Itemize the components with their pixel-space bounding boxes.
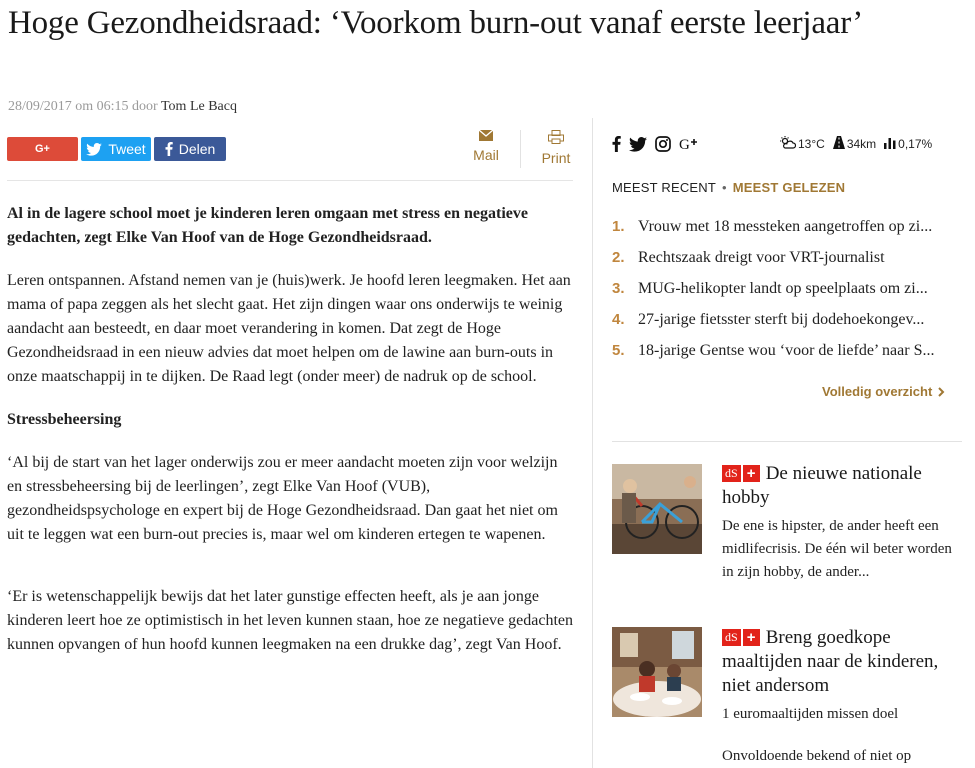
plus-icon: + xyxy=(743,629,760,646)
google-plus-icon[interactable] xyxy=(679,136,697,152)
ds-logo: dS xyxy=(722,465,741,482)
card-description: De ene is hipster, de ander heeft een midlifecrisis. De één wil beter worden in zijn hobby, de ander... xyxy=(722,518,952,580)
card-title-wrap xyxy=(722,462,962,510)
instagram-icon[interactable] xyxy=(655,136,671,152)
twitter-icon xyxy=(86,143,102,156)
divider xyxy=(7,180,573,181)
svg-text:G: G xyxy=(679,137,690,152)
social-bar xyxy=(612,132,962,156)
list-item-title: MUG-helikopter landt op speelplaats om zi... xyxy=(638,279,928,297)
full-overview-label: Volledig overzicht xyxy=(822,384,933,399)
print-button[interactable] xyxy=(531,130,581,166)
tab-most-recent[interactable]: MEEST RECENT xyxy=(612,180,717,195)
twitter-icon[interactable] xyxy=(629,137,647,152)
list-item[interactable] xyxy=(612,242,960,273)
weather-temp: 13°C xyxy=(798,137,825,151)
rank-number: 3. xyxy=(612,280,625,297)
rank-number: 5. xyxy=(612,342,625,359)
rank-number: 1. xyxy=(612,218,625,235)
card-title: Breng goedkope maaltijden naar de kinderen, niet andersom xyxy=(722,627,939,696)
list-item[interactable] xyxy=(612,304,960,335)
article-date: 28/09/2017 om 06:15 door xyxy=(8,99,158,114)
bar-chart-icon xyxy=(884,136,896,152)
facebook-share-button[interactable] xyxy=(154,137,226,161)
ds-plus-badge xyxy=(722,629,760,646)
column-divider xyxy=(592,118,593,768)
article-author[interactable]: Tom Le Bacq xyxy=(160,99,237,114)
mail-button[interactable] xyxy=(461,130,511,163)
envelope-icon xyxy=(461,130,511,141)
most-tabs xyxy=(612,180,962,195)
article-thumbnail[interactable] xyxy=(612,464,702,554)
traffic-km: 34km xyxy=(846,137,877,151)
plus-icon: + xyxy=(743,465,760,482)
tweet-button[interactable] xyxy=(81,137,151,161)
traffic-widget[interactable] xyxy=(833,136,876,152)
share-divider xyxy=(520,130,521,168)
print-label: Print xyxy=(541,150,571,166)
most-read-list xyxy=(612,211,960,366)
weather-widget[interactable] xyxy=(780,136,825,152)
info-strip xyxy=(780,136,938,152)
divider xyxy=(612,441,962,442)
ds-logo: dS xyxy=(722,629,741,646)
stock-value: 0,17% xyxy=(898,137,933,151)
article-byline xyxy=(8,99,237,115)
article-paragraph: ‘Er is wetenschappelijk bewijs dat het later gunstige effecten heeft, als je aan jonge kinderen leert hoe ze optimistisch in het leven kunnen staan, hoe ze negatieve gedachten kunnen opvangen of hun hoofd kunnen leegmaken na een drukke dag’, zegt Van Hoof. xyxy=(7,588,573,653)
stock-widget[interactable] xyxy=(884,136,932,152)
facebook-icon[interactable] xyxy=(612,136,621,152)
article-title: Hoge Gezondheidsraad: ‘Voorkom burn-out vanaf eerste leerjaar’ xyxy=(8,5,864,41)
list-item[interactable] xyxy=(612,335,960,366)
rank-number: 4. xyxy=(612,311,625,328)
promo-card[interactable] xyxy=(722,626,962,768)
article-body xyxy=(7,202,573,676)
tweet-label: Tweet xyxy=(108,141,146,157)
card-title: De nieuwe nationale hobby xyxy=(722,463,922,508)
list-item-title: Vrouw met 18 messteken aangetroffen op zi... xyxy=(638,217,933,235)
list-item-title: 18-jarige Gentse wou ‘voor de liefde’ naar S... xyxy=(638,341,935,359)
full-overview-link[interactable] xyxy=(822,384,945,399)
gplus-share-button[interactable] xyxy=(7,137,78,161)
article-paragraph: Leren ontspannen. Afstand nemen van je (huis)werk. Je hoofd leren leegmaken. Het aan mama of papa zeggen als het slecht gaat. Het zijn dingen waar ons onderwijs te weinig aandacht aan besteedt, en daar moet verandering in komen. Dat zegt de Hoge Gezondheidsraad in een nieuw advies dat moet helpen om de lawine aan burn-outs in onze maatschappij in te dijken. De Raad legt (onder meer) de nadruk op de school. xyxy=(7,272,571,385)
list-item[interactable] xyxy=(612,273,960,304)
article-paragraph: ‘Al bij de start van het lager onderwijs zou er meer aandacht moeten zijn voor welzijn en stressbeheersing bij de leerlingen’, zegt Elke Van Hoof (VUB), gezondheidspsychologe en expert bij de Hoge Gezondheidsraad. Dan gaat het niet om uit te leggen wat een burn-out precies is, maar wel om kinderen ertegen te wapenen. xyxy=(7,454,558,543)
card-title-wrap xyxy=(722,626,962,698)
article-lead: Al in de lagere school moet je kinderen leren omgaan met stress en negatieve gedachten, zegt Elke Van Hoof van de Hoge Gezondheidsraad. xyxy=(7,205,528,246)
weather-cloud-icon xyxy=(780,136,796,152)
promo-card[interactable] xyxy=(722,462,962,584)
tab-most-read[interactable]: MEEST GELEZEN xyxy=(732,180,846,195)
list-item[interactable] xyxy=(612,211,960,242)
ds-plus-badge xyxy=(722,465,760,482)
mail-label: Mail xyxy=(473,147,499,163)
chevron-right-icon xyxy=(936,384,945,399)
rank-number: 2. xyxy=(612,249,625,266)
facebook-icon xyxy=(165,142,173,156)
list-item-title: Rechtszaak dreigt voor VRT-journalist xyxy=(638,248,885,266)
article-subheading: Stressbeheersing xyxy=(7,411,122,428)
card-description: Onvoldoende bekend of niet op xyxy=(722,748,912,764)
gplus-label: G+ xyxy=(35,143,50,155)
road-icon xyxy=(833,136,845,152)
printer-icon xyxy=(531,130,581,144)
facebook-label: Delen xyxy=(178,141,216,157)
article-thumbnail[interactable] xyxy=(612,627,702,717)
tab-separator: • xyxy=(722,180,727,195)
list-item-title: 27-jarige fietsster sterft bij dodehoekongev... xyxy=(638,310,925,328)
card-description: 1 euromaaltijden missen doel xyxy=(722,706,899,722)
